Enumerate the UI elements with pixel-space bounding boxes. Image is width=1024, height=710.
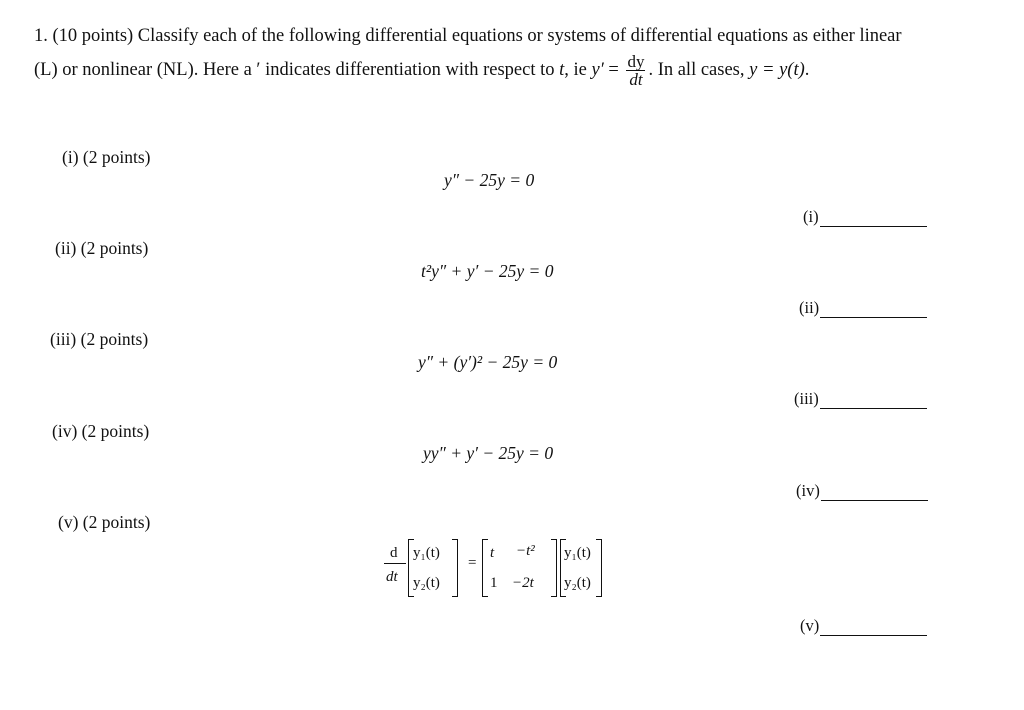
answer-blank-ii[interactable]: (ii) [799, 298, 927, 318]
equals-sign: = [468, 555, 477, 571]
part-label-iii: (iii) (2 points) [50, 329, 149, 349]
part-label-ii: (ii) (2 points) [55, 238, 149, 258]
answer-blank-iii[interactable]: (iii) [794, 389, 927, 409]
question-intro: 1. (10 points) Classify each of the following differential equations or systems of differential equations as either linear [34, 26, 902, 46]
d-numerator: d [390, 545, 398, 561]
question-header [34, 19, 902, 88]
dy-dt-fraction: $\frac{dy}{dt}$ [627, 52, 645, 90]
part-label-iv: (iv) (2 points) [52, 421, 150, 441]
lhs-vector: y₁(t) y₂(t) [408, 539, 458, 597]
dt-denominator: dt [386, 569, 398, 585]
equation-iv: yy″ + y′ − 25y = 0 [423, 443, 554, 463]
rhs-vector: y₁(t) y₂(t) [560, 539, 602, 597]
answer-blank-v[interactable]: (v) [800, 616, 927, 636]
answer-blank-i[interactable]: (i) [803, 207, 927, 227]
question-line-2: (L) or nonlinear (NL). Here a ′ indicates differentiation with respect to t, ie y′ = $\frac{dy}{dt}$ . In all cases, y = y(t). [34, 52, 810, 90]
part-label-i: (i) (2 points) [62, 147, 151, 167]
coefficient-matrix: t −t² 1 −2t [482, 539, 557, 597]
equation-ii: t²y″ + y′ − 25y = 0 [421, 261, 554, 281]
part-label-v: (v) (2 points) [58, 512, 151, 532]
fraction-bar [384, 563, 406, 564]
equation-i: y″ − 25y = 0 [444, 170, 535, 190]
equation-iii: y″ + (y′)² − 25y = 0 [418, 352, 558, 372]
equation-v-system [384, 537, 614, 605]
answer-blank-iv[interactable]: (iv) [796, 481, 928, 501]
